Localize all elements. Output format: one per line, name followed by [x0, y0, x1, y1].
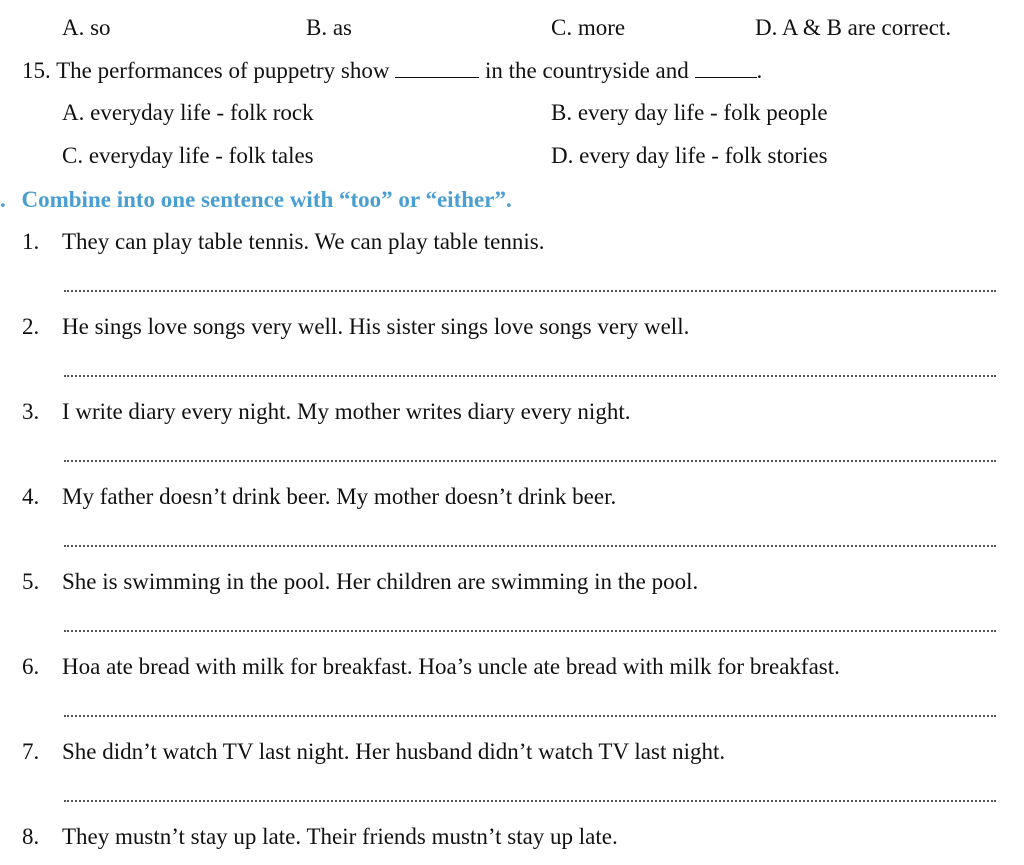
sentence-3-number: 3. [22, 399, 40, 424]
q14-option-c: C. more [551, 15, 626, 40]
sentence-6-number: 6. [22, 654, 40, 679]
sentence-4-text: My father doesn’t drink beer. My mother doesn’t drink beer. [62, 484, 617, 509]
section-heading [0, 186, 512, 214]
q14-option-a: A. so [62, 15, 111, 40]
q15-blank-2 [695, 57, 757, 78]
sentence-5-text: She is swimming in the pool. Her children are swimming in the pool. [62, 569, 699, 594]
answer-line-5[interactable] [64, 630, 996, 632]
answer-line-2[interactable] [64, 375, 996, 377]
q14-option-b: B. as [306, 15, 352, 40]
sentence-2-text: He sings love songs very well. His sister sings love songs very well. [62, 314, 690, 339]
q15-blank-1 [395, 57, 479, 78]
answer-line-7[interactable] [64, 800, 996, 802]
sentence-3-text: I write diary every night. My mother writes diary every night. [62, 399, 631, 424]
sentence-8-number: 8. [22, 824, 40, 849]
sentence-1-text: They can play table tennis. We can play table tennis. [62, 229, 545, 254]
q15-option-c: C. everyday life - folk tales [62, 143, 314, 168]
sentence-8-text: They mustn’t stay up late. Their friends mustn’t stay up late. [62, 824, 618, 849]
q15-option-a: A. everyday life - folk rock [62, 100, 314, 125]
answer-line-1[interactable] [64, 290, 996, 292]
sentence-4-number: 4. [22, 484, 40, 509]
sentence-7-text: She didn’t watch TV last night. Her husband didn’t watch TV last night. [62, 739, 726, 764]
q14-option-d: D. A & B are correct. [755, 15, 952, 40]
answer-line-4[interactable] [64, 545, 996, 547]
answer-line-3[interactable] [64, 460, 996, 462]
q15-option-d: D. every day life - folk stories [551, 143, 828, 168]
q15-text-part3: . [756, 58, 763, 83]
sentence-7-number: 7. [22, 739, 40, 764]
sentence-1-number: 1. [22, 229, 40, 254]
answer-line-6[interactable] [64, 715, 996, 717]
q15-stem [22, 57, 762, 85]
sentence-5-number: 5. [22, 569, 40, 594]
section-title: Combine into one sentence with “too” or “either”. [21, 187, 512, 212]
q15-text-part2: in the countryside and [484, 58, 689, 83]
sentence-6-text: Hoa ate bread with milk for breakfast. Hoa’s uncle ate bread with milk for breakfast. [62, 654, 840, 679]
section-marker: . [0, 187, 6, 212]
q15-text-part1: 15. The performances of puppetry show [22, 58, 390, 83]
sentence-2-number: 2. [22, 314, 40, 339]
q15-option-b: B. every day life - folk people [551, 100, 828, 125]
